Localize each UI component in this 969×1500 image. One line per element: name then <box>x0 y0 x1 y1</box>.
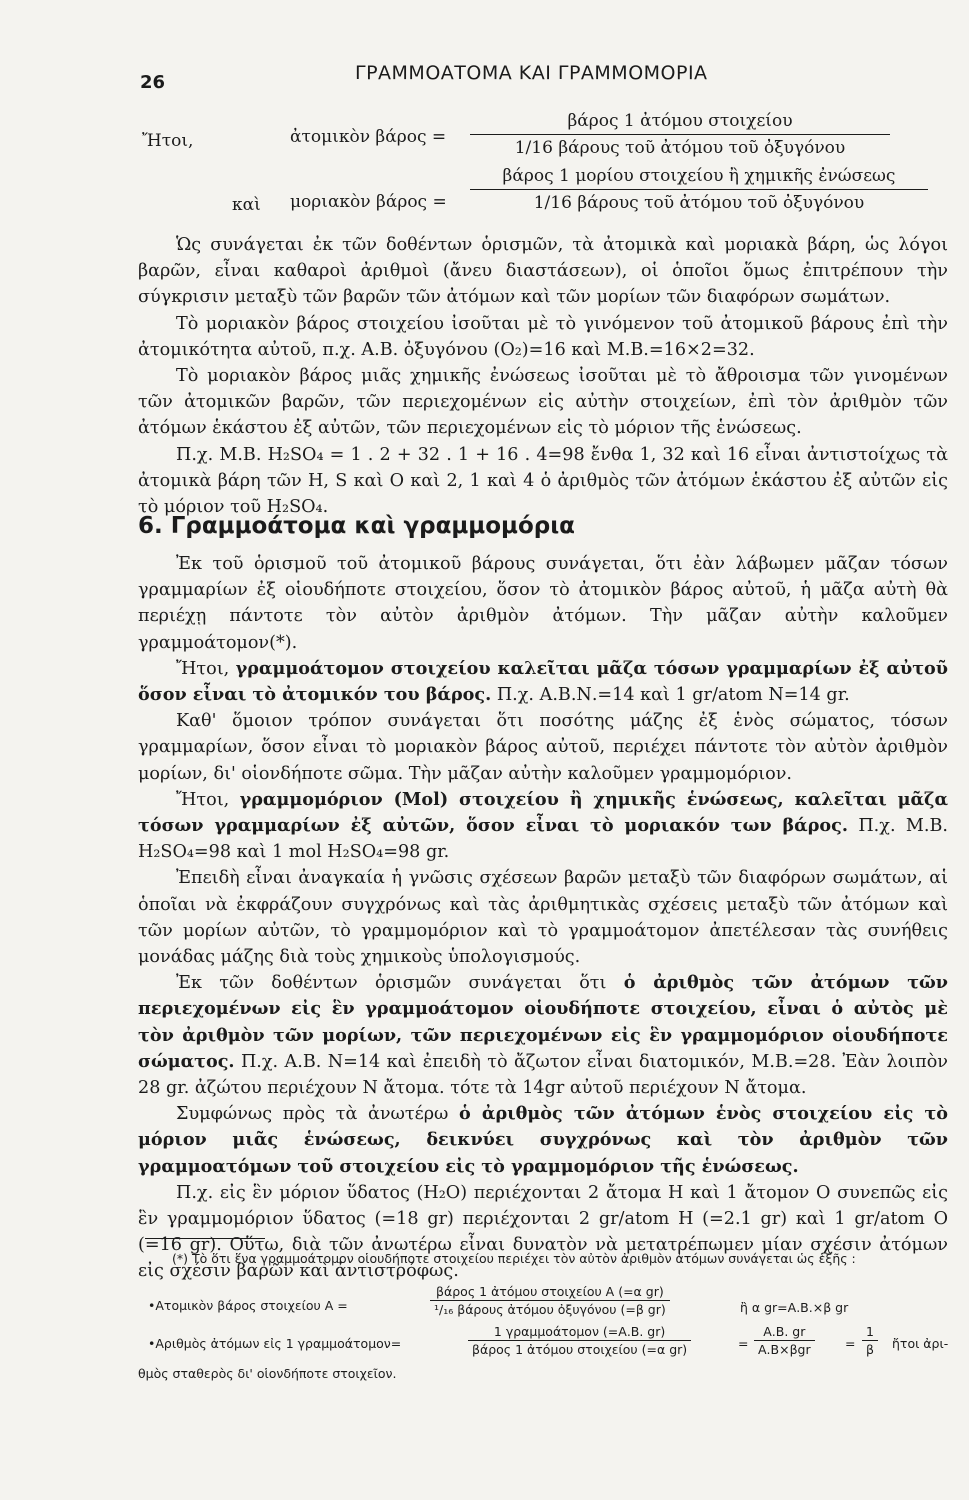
footnote-formula2b-numerator: Α.Β. gr <box>754 1324 815 1341</box>
paragraph <box>138 656 948 708</box>
lead-text: Ἐκ τῶν δοθέντων ὁρισμῶν συνάγεται ὅτι <box>176 973 607 994</box>
running-title: ΓΡΑΜΜΟΑΤΟΜΑ ΚΑΙ ΓΡΑΜΜΟΜΟΡΙΑ <box>355 62 708 84</box>
footnote-text: (*) Τὸ ὅτι ἕνα γραμμοάτομον οἱουδήποτε στοιχείου περιέχει τὸν αὐτὸν ἀριθμὸν ἀτόμων συνάγεται ὡς ἑξῆς : <box>172 1251 856 1266</box>
footnote-formula2 <box>468 1324 691 1357</box>
formula-atomic-lhs: ἀτομικὸν βάρος = <box>290 127 447 147</box>
footnote-formula2-lhs: •Αριθμὸς ἀτόμων εἰς 1 γραμμοάτομον= <box>148 1336 402 1351</box>
formula-atomic-numerator: βάρος 1 ἀτόμου στοιχείου <box>470 111 890 135</box>
footnote-formula1-rhs: ἢ α gr=Α.Β.×β gr <box>740 1300 849 1315</box>
footnote-formula2-equals: = <box>738 1336 749 1351</box>
formula-atomic-fraction <box>470 111 890 158</box>
footnote-formula2b <box>754 1324 815 1357</box>
footnote-rule <box>145 1238 265 1239</box>
paragraph <box>138 1101 948 1180</box>
footnote-formula2c-numerator: 1 <box>862 1324 878 1341</box>
page-number: 26 <box>140 72 166 93</box>
paragraph <box>138 787 948 866</box>
definition-bold: γραμμομόριον (Mol) στοιχείου ἢ χημικῆς ἑνώσεως, καλεῖται μᾶζα τόσων γραμμαρίων ἐξ αὐτῶν, ὅσον εἶναι τὸ μοριακόν των βάρος. <box>138 788 949 837</box>
footnote-last-line: θμὸς σταθερὸς δι' οἱονδήποτε στοιχεῖον. <box>138 1366 397 1381</box>
footnote-formula1-denominator: ¹/₁₆ βάρους ἀτόμου ὀξυγόνου (=β gr) <box>434 1302 666 1317</box>
paragraph: Ὡς συνάγεται ἐκ τῶν δοθέντων ὁρισμῶν, τὰ ἀτομικὰ καὶ μοριακὰ βάρη, ὡς λόγοι βαρῶν, εἶναι καθαροὶ ἀριθμοὶ (ἄνευ διαστάσεων), οἱ ὁποῖοι ὅμως ἐπιτρέπουν τὴν σύγκρισιν μεταξὺ τῶν βαρῶν τῶν ἀτόμων καὶ τῶν μορίων τῶν διαφόρων σωμάτων. <box>138 235 948 308</box>
example-text: Π.χ. Α.Β. N=14 καὶ ἐπειδὴ τὸ ἄζωτον εἶναι διατομικόν, Μ.Β.=28. Ἐὰν λοιπὸν 28 gr. ἀζώτου περιέχουν N ἄτομα. τότε τὰ 14gr αὐτοῦ περιέχουν N ἄτομα. <box>138 1051 948 1099</box>
lead-text: Συμφώνως πρὸς τὰ ἀνωτέρω <box>176 1104 449 1125</box>
formula-molecular-lead: καὶ <box>232 195 261 215</box>
definition-bold: γραμμοάτομον στοιχείου καλεῖται μᾶζα τόσων γραμμαρίων ἐξ αὐτοῦ ὅσον εἶναι τὸ ἀτομικόν του βάρος. <box>138 657 948 706</box>
statement-bold: ὁ ἀριθμὸς τῶν ἀτόμων τῶν περιεχομένων εἰς ἓν γραμμοάτομον οἱουδήποτε στοιχείου, εἶναι ὁ αὐτὸς μὲ τὸν ἀριθμὸν τῶν μορίων, τῶν περιεχομένων εἰς ἓν γραμμομόριον οἱουδήποτε σώματος. <box>138 972 949 1072</box>
paragraph: Τὸ μοριακὸν βάρος στοιχείου ἰσοῦται μὲ τὸ γινόμενον τοῦ ἀτομικοῦ βάρους ἐπὶ τὴν ἀτομικότητα αὐτοῦ, π.χ. Α.Β. ὀξυγόνου (O₂)=16 καὶ Μ.Β.=16×2=32. <box>138 313 948 360</box>
footnote-formula2c-fraction <box>862 1324 878 1357</box>
formula-atomic-denominator: 1/16 βάρους τοῦ ἀτόμου τοῦ ὀξυγόνου <box>514 138 846 158</box>
section-heading: 6. Γραμμοάτομα καὶ γραμμομόρια <box>138 513 575 539</box>
example-text: Π.χ. Μ.Β. H₂SO₄=98 καὶ 1 mol H₂SO₄=98 gr. <box>138 816 949 863</box>
footnote-formula2-equals-2: = <box>845 1336 856 1351</box>
footnote-formula2b-denominator: Α.Β×βgr <box>758 1342 811 1357</box>
footnote-formula1-fraction <box>430 1284 670 1317</box>
footnote-formula2-denominator: βάρος 1 ἀτόμου στοιχείου (=α gr) <box>472 1342 688 1357</box>
footnote-formula1-numerator: βάρος 1 ἀτόμου στοιχείου Α (=α gr) <box>430 1284 670 1301</box>
footnote-formula1 <box>430 1284 670 1317</box>
section-text-block <box>138 551 948 1285</box>
formula-molecular-fraction <box>470 166 928 213</box>
formula-molecular-numerator: βάρος 1 μορίου στοιχείου ἢ χημικῆς ἐνώσεως <box>470 166 928 190</box>
formula-molecular-lhs: μοριακὸν βάρος = <box>290 192 447 212</box>
lead-text: Ἤτοι, <box>176 658 230 679</box>
footnote-formula2c-denominator: β <box>866 1342 874 1357</box>
paragraph: Καθ' ὅμοιον τρόπον συνάγεται ὅτι ποσότης μάζης ἐξ ἑνὸς σώματος, τόσων γραμμαρίων, ὅσον εἶναι τὸ μοριακὸν βάρος αὐτοῦ, περιέχει πάντοτε τὸν αὐτὸν ἀριθμὸν μορίων, δι' οἱονδήποτε σῶμα. Τὴν μᾶζαν αὐτὴν καλοῦμεν γραμμομόριον. <box>138 711 948 784</box>
footnote-intro <box>138 1250 958 1268</box>
example-text: Π.χ. Α.Β.Ν.=14 καὶ 1 gr/atom N=14 gr. <box>496 685 850 706</box>
lead-text: Ἤτοι, <box>176 789 230 810</box>
footnote-formula2c <box>862 1324 878 1357</box>
paragraph: Ἐκ τοῦ ὁρισμοῦ τοῦ ἀτομικοῦ βάρους συνάγεται, ὅτι ἐὰν λάβωμεν μᾶζαν τόσων γραμμαρίων ἐξ οἱουδήποτε στοιχείου, ὅσον τὸ ἀτομικὸν βάρος αὐτοῦ, ἡ μᾶζα αὐτὴ θὰ περιέχῃ πάντοτε τὸν αὐτὸν ἀριθμὸν ἀτόμων. Τὴν μᾶζαν αὐτὴν καλοῦμεν γραμμοάτομον(*). <box>138 554 948 653</box>
formula-molecular-denominator: 1/16 βάρους τοῦ ἀτόμου τοῦ ὀξυγόνου <box>533 193 865 213</box>
footnote-formula2b-fraction <box>754 1324 815 1357</box>
formula-atomic-lead: Ἤτοι, <box>142 131 194 151</box>
paragraph: Π.χ. Μ.Β. H₂SO₄ = 1 . 2 + 32 . 1 + 16 . 4=98 ἔνθα 1, 32 καὶ 16 εἶναι ἀντιστοίχως τὰ ἀτομικὰ βάρη τῶν Η, S καὶ Ο καὶ 2, 1 καὶ 4 ὁ ἀριθμὸς τῶν ἀτόμων ἑκάστου ἐξ αὐτῶν εἰς τὸ μόριον τοῦ H₂SO₄. <box>138 444 948 518</box>
paragraph: Ἐπειδὴ εἶναι ἀναγκαία ἡ γνῶσις σχέσεων βαρῶν μεταξὺ τῶν διαφόρων σωμάτων, αἱ ὁποῖαι νὰ ἐκφράζουν συγχρόνως καὶ τὰς ἀριθμητικὰς σχέσεις μεταξὺ τῶν ἀτόμων καὶ τῶν μορίων αὐτῶν, τὸ γραμμομόριον καὶ τὸ γραμμοάτομον ἀπετέλεσαν τὰς συνήθεις μονάδας μάζης διὰ τοὺς χημικοὺς ὑπολογισμούς. <box>138 868 948 968</box>
paragraph: Π.χ. εἰς ἓν μόριον ὕδατος (H₂O) περιέχονται 2 ἄτομα Η καὶ 1 ἄτομον Ο συνεπῶς εἰς ἓν γραμμομόριον ὕδατος (=18 gr) περιέχονται 2 gr/atom H (=2.1 gr) καὶ 1 gr/atom O (=16 gr). Οὕτω, διὰ τῶν ἀνωτέρω εἶναι δυνατὸν νὰ μετατρέπωμεν μίαν σχέσιν ἀτόμων εἰς σχέσιν βαρῶν καὶ ἀντιστρόφως. <box>138 1182 948 1282</box>
paragraph: Τὸ μοριακὸν βάρος μιᾶς χημικῆς ἐνώσεως ἰσοῦται μὲ τὸ ἄθροισμα τῶν γινομένων τῶν ἀτομικῶν βαρῶν, τῶν περιεχομένων εἰς αὐτὴν στοιχείων, ἐπὶ τὸν ἀριθμὸν τῶν ἀτόμων ἑκάστου ἐξ αὐτῶν, τῶν περιεχομένων εἰς τὸ μόριον τῆς ἑνώσεως. <box>138 366 948 439</box>
footnote-formula2-fraction <box>468 1324 691 1357</box>
paragraph <box>138 970 948 1101</box>
footnote-formula2-tail: ἤτοι ἀρι- <box>892 1336 949 1351</box>
footnote-formula1-lhs: •Ατομικὸν βάρος στοιχείου Α = <box>148 1298 348 1313</box>
footnote-formula2-numerator: 1 γραμμοάτομον (=Α.Β. gr) <box>468 1324 691 1341</box>
intro-text-block <box>138 232 948 520</box>
statement-bold: ὁ ἀριθμὸς τῶν ἀτόμων ἑνὸς στοιχείου εἰς τὸ μόριον μιᾶς ἑνώσεως, δεικνύει συγχρόνως καὶ τὸν ἀριθμὸν τῶν γραμμοατόμων τοῦ στοιχείου εἰς τὸ γραμμομόριον τῆς ἑνώσεως. <box>138 1103 949 1177</box>
